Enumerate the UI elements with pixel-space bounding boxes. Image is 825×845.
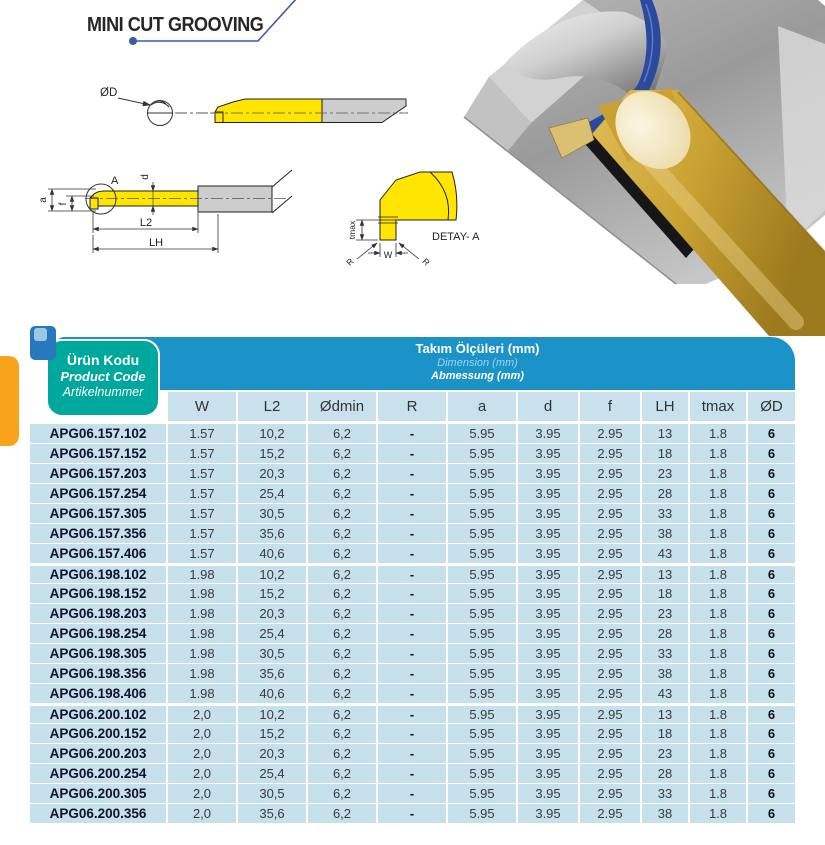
value-cell: 6,2	[308, 484, 378, 504]
value-cell: 3.95	[518, 744, 580, 764]
value-cell: 2.95	[580, 624, 642, 644]
value-cell: 5.95	[448, 464, 518, 484]
value-cell: 6,2	[308, 424, 378, 444]
page-side-tab	[0, 356, 19, 446]
clip-notch-icon	[34, 328, 47, 341]
value-cell: -	[378, 524, 448, 544]
value-cell: 20,3	[238, 744, 308, 764]
value-cell: 5.95	[448, 484, 518, 504]
value-cell: 3.95	[518, 464, 580, 484]
value-cell: 1.8	[690, 604, 748, 624]
dim-f-label: f	[58, 202, 69, 206]
value-cell: 6	[748, 704, 795, 724]
value-cell: 23	[642, 604, 690, 624]
value-cell: 1.57	[168, 504, 238, 524]
value-cell: 1.8	[690, 504, 748, 524]
value-cell: 1.8	[690, 544, 748, 564]
product-code-cell: APG06.198.152	[30, 584, 168, 604]
product-code-cell: APG06.157.305	[30, 504, 168, 524]
value-cell: 6	[748, 584, 795, 604]
value-cell: -	[378, 644, 448, 664]
table-row	[30, 544, 795, 564]
value-cell: 25,4	[238, 764, 308, 784]
dim-a-label: a	[38, 197, 49, 203]
value-cell: 23	[642, 464, 690, 484]
col-header-odmin: Ødmin	[308, 392, 378, 424]
value-cell: 5.95	[448, 804, 518, 824]
table-row	[30, 704, 795, 724]
value-cell: 6,2	[308, 604, 378, 624]
col-header-r: R	[378, 392, 448, 424]
code-header-de: Artikelnummer	[62, 385, 144, 399]
value-cell: 1.8	[690, 644, 748, 664]
value-cell: 1.98	[168, 564, 238, 584]
value-cell: 6	[748, 424, 795, 444]
value-cell: 38	[642, 664, 690, 684]
value-cell: 2.95	[580, 564, 642, 584]
value-cell: 23	[642, 744, 690, 764]
dim-r-right-label: R	[420, 256, 432, 268]
value-cell: -	[378, 544, 448, 564]
detail-marker-label: A	[111, 175, 119, 187]
value-cell: -	[378, 504, 448, 524]
value-cell: 33	[642, 784, 690, 804]
value-cell: 6	[748, 684, 795, 704]
value-cell: 35,6	[238, 804, 308, 824]
value-cell: 5.95	[448, 564, 518, 584]
value-cell: -	[378, 724, 448, 744]
value-cell: 2,0	[168, 764, 238, 784]
value-cell: 3.95	[518, 604, 580, 624]
product-code-cell: APG06.198.254	[30, 624, 168, 644]
value-cell: 5.95	[448, 744, 518, 764]
value-cell: 5.95	[448, 524, 518, 544]
value-cell: 20,3	[238, 464, 308, 484]
table-row	[30, 724, 795, 744]
value-cell: 6,2	[308, 444, 378, 464]
value-cell: 5.95	[448, 624, 518, 644]
table-row	[30, 504, 795, 524]
value-cell: 1.8	[690, 424, 748, 444]
dim-w-label: W	[383, 250, 393, 260]
product-code-cell: APG06.157.356	[30, 524, 168, 544]
value-cell: 6	[748, 504, 795, 524]
value-cell: 38	[642, 804, 690, 824]
value-cell: 6	[748, 604, 795, 624]
product-code-cell: APG06.200.305	[30, 784, 168, 804]
value-cell: 3.95	[518, 684, 580, 704]
table-row	[30, 564, 795, 584]
value-cell: 1.8	[690, 524, 748, 544]
value-cell: 3.95	[518, 524, 580, 544]
value-cell: 1.8	[690, 624, 748, 644]
value-cell: 6	[748, 444, 795, 464]
value-cell: 6,2	[308, 764, 378, 784]
tool-3d-render	[464, 0, 825, 336]
value-cell: 6	[748, 624, 795, 644]
value-cell: 2.95	[580, 644, 642, 664]
value-cell: 3.95	[518, 664, 580, 684]
table-row	[30, 664, 795, 684]
value-cell: 10,2	[238, 564, 308, 584]
value-cell: 6,2	[308, 804, 378, 824]
value-cell: 38	[642, 524, 690, 544]
value-cell: 3.95	[518, 424, 580, 444]
value-cell: 5.95	[448, 704, 518, 724]
value-cell: 2.95	[580, 604, 642, 624]
value-cell: 2.95	[580, 464, 642, 484]
value-cell: -	[378, 664, 448, 684]
clip-icon	[30, 326, 56, 360]
value-cell: 1.8	[690, 724, 748, 744]
value-cell: 1.8	[690, 584, 748, 604]
value-cell: 3.95	[518, 804, 580, 824]
value-cell: 6	[748, 804, 795, 824]
value-cell: 2.95	[580, 584, 642, 604]
product-code-cell: APG06.157.406	[30, 544, 168, 564]
value-cell: 1.57	[168, 424, 238, 444]
value-cell: 2.95	[580, 544, 642, 564]
value-cell: 6,2	[308, 644, 378, 664]
dim-tmax	[347, 220, 378, 240]
value-cell: 13	[642, 704, 690, 724]
value-cell: 35,6	[238, 524, 308, 544]
value-cell: 6	[748, 464, 795, 484]
value-cell: 18	[642, 444, 690, 464]
table-row	[30, 464, 795, 484]
value-cell: 6	[748, 524, 795, 544]
value-cell: 2.95	[580, 664, 642, 684]
value-cell: 15,2	[238, 444, 308, 464]
table-row	[30, 764, 795, 784]
value-cell: 5.95	[448, 724, 518, 744]
value-cell: 6,2	[308, 724, 378, 744]
value-cell: 5.95	[448, 644, 518, 664]
spec-table	[30, 392, 795, 824]
product-code-cell: APG06.198.406	[30, 684, 168, 704]
value-cell: 6,2	[308, 624, 378, 644]
value-cell: 28	[642, 764, 690, 784]
code-header-tr: Ürün Kodu	[66, 352, 140, 368]
product-code-header-box	[46, 339, 160, 417]
value-cell: -	[378, 764, 448, 784]
value-cell: 6	[748, 644, 795, 664]
value-cell: 6,2	[308, 704, 378, 724]
page-title: MINI CUT GROOVING	[87, 14, 264, 36]
value-cell: 2.95	[580, 704, 642, 724]
table-row	[30, 484, 795, 504]
product-code-cell: APG06.157.102	[30, 424, 168, 444]
table-row	[30, 604, 795, 624]
value-cell: 2.95	[580, 744, 642, 764]
value-cell: 18	[642, 724, 690, 744]
value-cell: 3.95	[518, 784, 580, 804]
value-cell: 1.8	[690, 704, 748, 724]
value-cell: 2,0	[168, 784, 238, 804]
value-cell: 6,2	[308, 564, 378, 584]
product-code-cell: APG06.200.152	[30, 724, 168, 744]
value-cell: 5.95	[448, 784, 518, 804]
value-cell: 18	[642, 584, 690, 604]
value-cell: -	[378, 624, 448, 644]
value-cell: 15,2	[238, 584, 308, 604]
table-row	[30, 444, 795, 464]
value-cell: 25,4	[238, 624, 308, 644]
value-cell: 3.95	[518, 704, 580, 724]
product-code-cell: APG06.200.356	[30, 804, 168, 824]
title-underline	[129, 0, 297, 45]
value-cell: 2.95	[580, 804, 642, 824]
value-cell: 5.95	[448, 684, 518, 704]
table-row	[30, 644, 795, 664]
value-cell: 1.98	[168, 624, 238, 644]
value-cell: 1.8	[690, 784, 748, 804]
top-graphics	[0, 0, 825, 336]
table-row	[30, 784, 795, 804]
col-header-l2: L2	[238, 392, 308, 424]
value-cell: 3.95	[518, 644, 580, 664]
value-cell: 6,2	[308, 544, 378, 564]
detail-caption: DETAY- A	[432, 231, 480, 243]
table-row	[30, 624, 795, 644]
value-cell: 6	[748, 564, 795, 584]
col-header-lh: LH	[642, 392, 690, 424]
value-cell: 5.95	[448, 764, 518, 784]
value-cell: 2,0	[168, 704, 238, 724]
value-cell: 2,0	[168, 804, 238, 824]
value-cell: -	[378, 784, 448, 804]
value-cell: 13	[642, 424, 690, 444]
dim-lh-label: LH	[148, 237, 164, 249]
value-cell: 1.8	[690, 484, 748, 504]
dim-r-left-label: R	[344, 256, 356, 268]
value-cell: 2.95	[580, 724, 642, 744]
value-cell: 6,2	[308, 584, 378, 604]
product-code-cell: APG06.157.254	[30, 484, 168, 504]
value-cell: 5.95	[448, 544, 518, 564]
dim-header-tr: Takım Ölçüleri (mm)	[415, 341, 540, 356]
value-cell: 10,2	[238, 704, 308, 724]
value-cell: 3.95	[518, 584, 580, 604]
table-row	[30, 524, 795, 544]
side-view-drawing	[38, 170, 292, 253]
value-cell: 6	[748, 484, 795, 504]
product-code-cell: APG06.157.203	[30, 464, 168, 484]
value-cell: -	[378, 564, 448, 584]
value-cell: 25,4	[238, 484, 308, 504]
dim-header-en: Dimension (mm)	[437, 357, 518, 369]
product-code-cell: APG06.157.152	[30, 444, 168, 464]
table-row	[30, 424, 795, 444]
value-cell: 3.95	[518, 544, 580, 564]
col-header-od: ØD	[748, 392, 795, 424]
dim-tmax-label: tmax	[347, 220, 357, 240]
value-cell: 2.95	[580, 784, 642, 804]
value-cell: 1.8	[690, 664, 748, 684]
value-cell: 33	[642, 644, 690, 664]
value-cell: 2.95	[580, 764, 642, 784]
value-cell: 15,2	[238, 724, 308, 744]
value-cell: 6,2	[308, 684, 378, 704]
value-cell: 3.95	[518, 564, 580, 584]
value-cell: -	[378, 744, 448, 764]
value-cell: -	[378, 684, 448, 704]
table-body	[30, 424, 795, 824]
value-cell: 2.95	[580, 684, 642, 704]
value-cell: 30,5	[238, 504, 308, 524]
value-cell: 43	[642, 684, 690, 704]
value-cell: 1.98	[168, 644, 238, 664]
value-cell: 5.95	[448, 424, 518, 444]
value-cell: -	[378, 704, 448, 724]
product-code-cell: APG06.198.305	[30, 644, 168, 664]
value-cell: 30,5	[238, 644, 308, 664]
value-cell: 2.95	[580, 444, 642, 464]
value-cell: 1.8	[690, 744, 748, 764]
value-cell: 6,2	[308, 524, 378, 544]
value-cell: 6	[748, 544, 795, 564]
value-cell: -	[378, 464, 448, 484]
value-cell: 6,2	[308, 504, 378, 524]
dim-header-de: Abmessung (mm)	[431, 370, 524, 382]
value-cell: 2,0	[168, 744, 238, 764]
value-cell: 1.98	[168, 684, 238, 704]
dimension-header-band	[56, 337, 795, 390]
value-cell: 3.95	[518, 724, 580, 744]
table-row	[30, 804, 795, 824]
value-cell: 6	[748, 744, 795, 764]
value-cell: 1.57	[168, 544, 238, 564]
value-cell: 6	[748, 664, 795, 684]
product-code-cell: APG06.200.102	[30, 704, 168, 724]
value-cell: -	[378, 604, 448, 624]
value-cell: 1.8	[690, 764, 748, 784]
side-view-drawing-top	[210, 99, 408, 123]
value-cell: 6	[748, 784, 795, 804]
value-cell: 1.57	[168, 484, 238, 504]
value-cell: 6	[748, 724, 795, 744]
code-header-en: Product Code	[60, 369, 146, 384]
value-cell: 2.95	[580, 524, 642, 544]
table-row	[30, 684, 795, 704]
col-header-w: W	[168, 392, 238, 424]
dim-d-label: d	[140, 174, 151, 180]
value-cell: 2.95	[580, 424, 642, 444]
value-cell: -	[378, 424, 448, 444]
dimension-header-text	[160, 341, 795, 383]
value-cell: 6	[748, 764, 795, 784]
value-cell: 5.95	[448, 604, 518, 624]
value-cell: 28	[642, 624, 690, 644]
value-cell: 1.8	[690, 564, 748, 584]
value-cell: 3.95	[518, 624, 580, 644]
value-cell: 1.57	[168, 444, 238, 464]
value-cell: 3.95	[518, 504, 580, 524]
product-code-cell: APG06.198.356	[30, 664, 168, 684]
product-code-cell: APG06.200.254	[30, 764, 168, 784]
value-cell: 1.8	[690, 684, 748, 704]
product-code-cell: APG06.198.102	[30, 564, 168, 584]
value-cell: 5.95	[448, 444, 518, 464]
value-cell: 1.57	[168, 464, 238, 484]
value-cell: 1.8	[690, 444, 748, 464]
dim-l2-label: L2	[139, 217, 153, 229]
value-cell: 6,2	[308, 744, 378, 764]
value-cell: -	[378, 444, 448, 464]
value-cell: 35,6	[238, 664, 308, 684]
value-cell: 2,0	[168, 724, 238, 744]
value-cell: 20,3	[238, 604, 308, 624]
value-cell: 33	[642, 504, 690, 524]
col-header-f: f	[580, 392, 642, 424]
value-cell: 5.95	[448, 664, 518, 684]
value-cell: 30,5	[238, 784, 308, 804]
col-header-d: d	[518, 392, 580, 424]
value-cell: 6,2	[308, 784, 378, 804]
value-cell: -	[378, 584, 448, 604]
value-cell: 5.95	[448, 504, 518, 524]
dim-lh	[93, 214, 218, 253]
value-cell: 1.98	[168, 584, 238, 604]
value-cell: 1.8	[690, 464, 748, 484]
col-header-tmax: tmax	[690, 392, 748, 424]
value-cell: 6,2	[308, 464, 378, 484]
table-row	[30, 584, 795, 604]
value-cell: -	[378, 484, 448, 504]
table-row	[30, 744, 795, 764]
value-cell: 10,2	[238, 424, 308, 444]
value-cell: 1.98	[168, 664, 238, 684]
value-cell: 1.8	[690, 804, 748, 824]
value-cell: 2.95	[580, 504, 642, 524]
product-code-cell: APG06.200.203	[30, 744, 168, 764]
detail-a-drawing	[344, 172, 480, 268]
value-cell: 43	[642, 544, 690, 564]
value-cell: 5.95	[448, 584, 518, 604]
value-cell: -	[378, 804, 448, 824]
value-cell: 3.95	[518, 444, 580, 464]
value-cell: 40,6	[238, 684, 308, 704]
value-cell: 3.95	[518, 484, 580, 504]
value-cell: 13	[642, 564, 690, 584]
value-cell: 40,6	[238, 544, 308, 564]
underline-dot-icon	[129, 37, 137, 45]
value-cell: 2.95	[580, 484, 642, 504]
col-header-a: a	[448, 392, 518, 424]
value-cell: 1.98	[168, 604, 238, 624]
value-cell: 28	[642, 484, 690, 504]
value-cell: 3.95	[518, 764, 580, 784]
product-code-cell: APG06.198.203	[30, 604, 168, 624]
od-dim-label: ØD	[100, 87, 118, 99]
value-cell: 1.57	[168, 524, 238, 544]
value-cell: 6,2	[308, 664, 378, 684]
